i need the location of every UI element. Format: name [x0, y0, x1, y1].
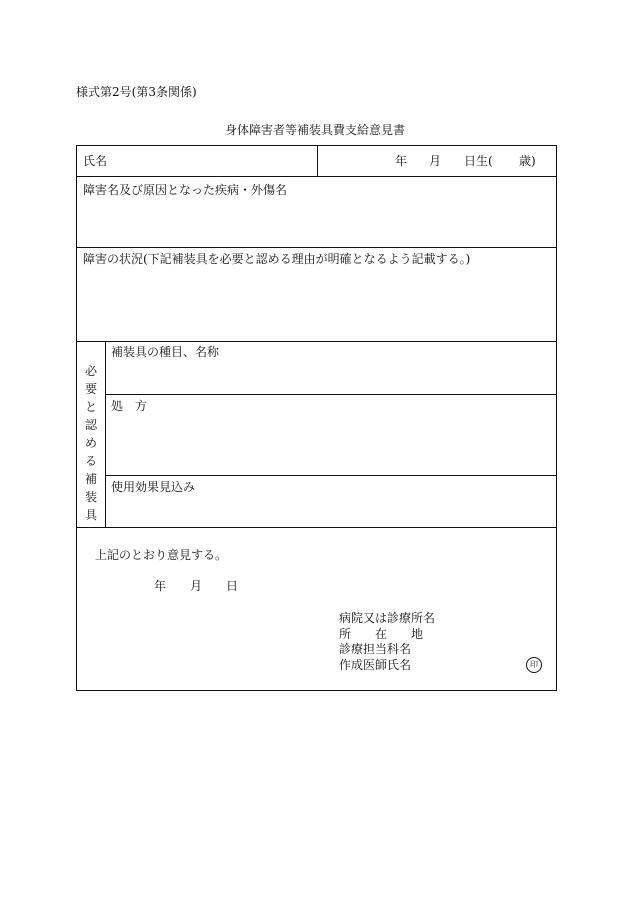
- equipment-side-divider: [105, 341, 106, 527]
- age-label: 歳): [519, 154, 536, 168]
- name-label: 氏名: [83, 154, 108, 168]
- prescription-label: 処 方: [111, 399, 148, 413]
- side-char: 認: [84, 418, 97, 432]
- row-divider: [77, 341, 556, 342]
- row-divider: [105, 394, 556, 395]
- document-title: 身体障害者等補装具費支給意見書: [224, 123, 405, 137]
- side-char: 補: [84, 472, 97, 486]
- hospital-name-label: 病院又は診療所名: [339, 611, 436, 625]
- equipment-type-name-label: 補装具の種目、名称: [111, 345, 220, 359]
- side-char: 必: [84, 364, 97, 378]
- row-divider: [105, 475, 556, 476]
- opinion-statement: 上記のとおり意見する。: [95, 548, 228, 562]
- form-number: 様式第2号(第3条関係): [76, 85, 197, 99]
- side-char: 装: [84, 490, 97, 504]
- opinion-day-label: 日: [226, 579, 239, 593]
- row-divider: [77, 527, 556, 528]
- disability-status-label: 障害の状況(下記補装具を必要と認める理由が明確となるよう記載する。): [83, 252, 471, 266]
- side-char: る: [84, 454, 97, 468]
- side-char: 要: [84, 382, 97, 396]
- birth-day-label: 日生(: [464, 154, 493, 168]
- expected-effect-label: 使用効果見込み: [111, 480, 196, 494]
- name-column-divider: [317, 146, 318, 176]
- opinion-year-label: 年: [154, 579, 167, 593]
- row-divider: [77, 247, 556, 248]
- side-char: 具: [84, 508, 97, 522]
- form-table: [76, 145, 557, 691]
- side-char: め: [84, 436, 97, 450]
- seal-mark: 印: [526, 657, 542, 673]
- opinion-month-label: 月: [190, 579, 203, 593]
- birth-month-label: 月: [429, 154, 442, 168]
- side-char: と: [84, 400, 97, 414]
- birth-year-label: 年: [395, 154, 408, 168]
- address-label: 所 在 地: [339, 627, 424, 641]
- row-divider: [77, 176, 556, 177]
- department-label: 診療担当科名: [339, 642, 412, 656]
- disability-cause-label: 障害名及び原因となった疾病・外傷名: [83, 183, 288, 197]
- doctor-name-label: 作成医師氏名: [339, 658, 412, 672]
